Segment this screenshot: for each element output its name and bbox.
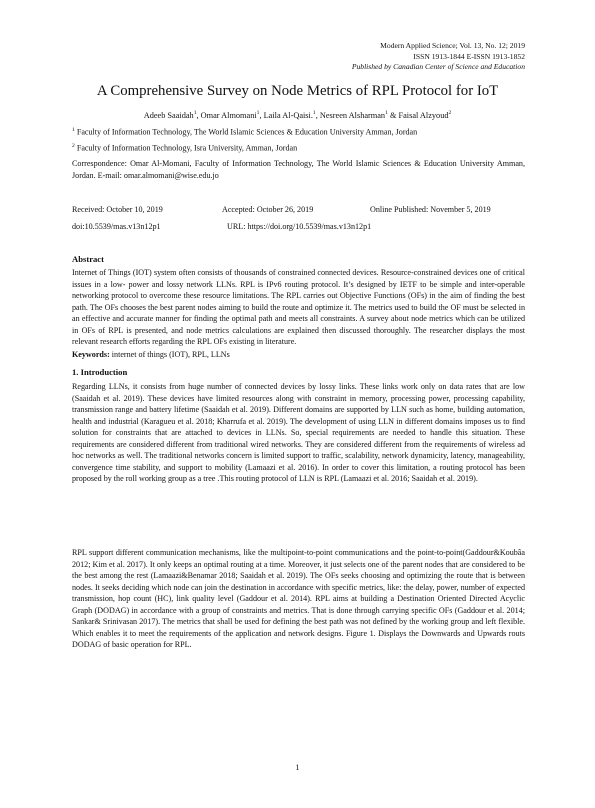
keywords-text: internet of things (IOT), RPL, LLNs xyxy=(109,350,230,359)
author-affiliation-mark: 1 xyxy=(256,110,260,116)
affiliation-number: 1 xyxy=(72,127,75,133)
correspondence: Correspondence: Omar Al-Momani, Faculty of Information Technology, The World Islamic Sciences & Education University Amman, Jordan. E-mail: omar.almomani@wise.edu.jo xyxy=(72,159,525,180)
introduction-heading: 1. Introduction xyxy=(72,367,128,377)
affiliation-text: Faculty of Information Technology, The World Islamic Sciences & Education University Amman, Jordan xyxy=(76,127,418,137)
author-name: Nesreen Alsharman xyxy=(319,110,386,120)
affiliation-2 xyxy=(72,143,297,153)
author-name: Adeeb Saaidah xyxy=(143,110,194,120)
author-affiliation-mark: 1 xyxy=(385,110,388,116)
doi-url-link[interactable]: URL: https://doi.org/10.5539/mas.v13n12p1 xyxy=(227,222,372,231)
keywords xyxy=(72,350,230,359)
introduction-paragraph-1: Regarding LLNs, it consists from huge number of connected devices by lossy links. These links work only on data rates that are low (Saaidah et al. 2019). These devices have limited resources along with constraint in memory, processing power, processing capability, transmission range and battery lifetime (Saaidah et al. 2019). Different domains are supported by LLN such as home, building automation, health and industrial (Karagueu et al. 2018; Kharrufa et al. 2019). The development of using LLN in different domains imposes us to find solution for constraints that are attached to devices in LLNs. So, special requirements are needed to handle this situation. These requirements are considered different from traditional wired networks. They are considered different from the requirements of wireless ad hoc networks as well. The traditional networks concern is limited support to traffic, scalability, network dynamicity, latency, manageability, convergence time stability, and support to mobility (Lamaazi et al. 2016). In order to cover this limitation, a routing protocol has been proposed by the roll working group as a tree .This routing protocol of LLN is RPL (Lamaazi et al. 2016; Saaidah et al. 2019). xyxy=(72,382,525,483)
author-affiliation-mark: 1 xyxy=(312,110,316,116)
abstract-text: Internet of Things (IOT) system often consists of thousands of constrained connected devices. Resource-constrained devices one of critical issues in a low- power and lossy network LLNs. RPL is IPv6 routing protocol. It’s designed by IETF to be simple and inter-operable networking protocol to overcome these resource limitations. The RPL carries out Objective Functions (OFs) in the aim of finding the best path. The OFs chooses the best parent nodes aiming to build the route and optimize it. The metrics used to build the OF must be selected in an effective and accurate manner for finding the optimal path and meets all constraints. A survey about node metrics which can be utilized in OFs of RPL is presented, and node metrics calculations are explained then discussed thoroughly. The researcher displays the most relevant research efforts regarding the RPL OFs existing in literature. xyxy=(72,268,525,346)
keywords-label: Keywords: xyxy=(72,350,110,359)
affiliation-1 xyxy=(72,127,417,137)
paper-title: A Comprehensive Survey on Node Metrics of RPL Protocol for IoT xyxy=(96,83,499,99)
page-number: 1 xyxy=(295,763,300,772)
affiliation-number: 2 xyxy=(72,143,75,149)
doi: doi:10.5539/mas.v13n12p1 xyxy=(72,222,161,231)
author-separator: & xyxy=(387,110,399,120)
issn-line: ISSN 1913-1844 E-ISSN 1913-1852 xyxy=(413,51,525,61)
author-name: Laila Al-Qaisi. xyxy=(263,110,313,120)
received-date: Received: October 10, 2019 xyxy=(72,205,163,214)
publisher-line: Published by Canadian Center of Science and Education xyxy=(351,62,525,72)
journal-header xyxy=(352,41,525,73)
author-affiliation-mark: 2 xyxy=(448,110,452,116)
accepted-date: Accepted: October 26, 2019 xyxy=(222,205,314,214)
online-published-date: Online Published: November 5, 2019 xyxy=(370,205,491,214)
author-separator: , xyxy=(259,110,264,120)
author-separator: , xyxy=(196,110,201,120)
author-list xyxy=(0,110,595,120)
journal-volume-line: Modern Applied Science; Vol. 13, No. 12; 2019 xyxy=(380,41,525,50)
author-affiliation-mark: 1 xyxy=(193,110,197,116)
introduction-paragraph-2: RPL support different communication mechanisms, like the multipoint-to-point communications and the point-to-point(Gaddour&Koubâa 2012; Kim et al. 2017). It only keeps an optimal routing at a time. Moreover, it just selects one of the parent nodes that are considered to be the best among the rest (Lamaazi&Benamar 2018; Saaidah et al. 2019). The OFs seeks choosing and optimizing the route that is between nodes. It seeks deciding which node can join the destination in accordance with specific metrics, like: the delay, power, number of expected transmission, hop count (HC), link quality level (Gaddour et al. 2014). RPL aims at building a Destination Oriented Directed Acyclic Graph (DODAG) in accordance with a group of constraints and metrics. That is done through carrying specific OFs (Gaddour et al. 2014; Sankar& Srinivasan 2017). The metrics that shall be used for defining the best path was not defined by the working group and left flexible. Which enables it to meet the requirements of the application and network designs. Figure 1. Displays the Downwards and Upwards routs DODAG of basic operation for RPL. xyxy=(72,548,525,649)
abstract-heading: Abstract xyxy=(72,254,104,264)
affiliation-text: Faculty of Information Technology, Isra University, Amman, Jordan xyxy=(76,143,298,153)
author-name: Omar Almomani xyxy=(200,110,257,120)
author-separator: , xyxy=(315,110,320,120)
author-name: Faisal Alzyoud xyxy=(398,110,449,120)
